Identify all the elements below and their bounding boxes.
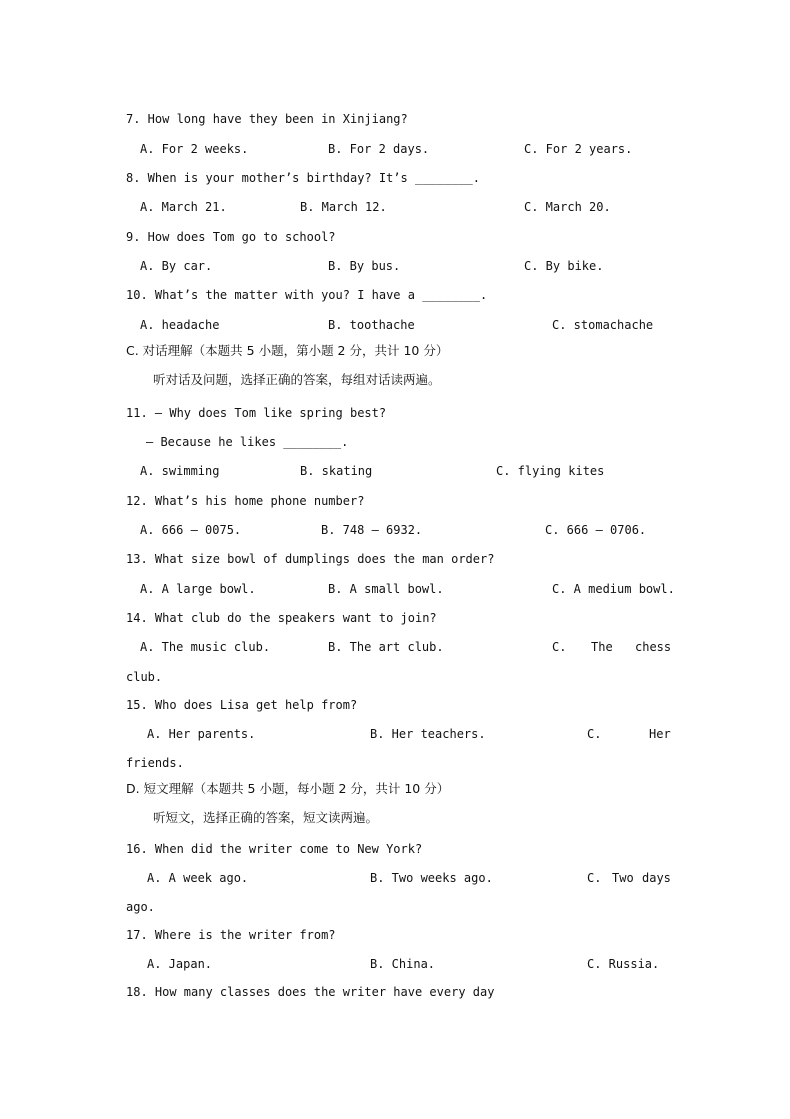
question-16: 16. When did the writer come to New York? — [126, 842, 423, 856]
question-11: 11. — Why does Tom like spring best? — [126, 406, 387, 420]
question-14: 14. What club do the speakers want to join? — [126, 611, 437, 625]
q14-option-b: B. The art club. — [328, 640, 444, 654]
section-d-instruction: 听短文，选择正确的答案，短文读两遍。 — [153, 810, 379, 825]
q15-option-c-word1: Her — [649, 727, 671, 741]
q14-option-a: A. The music club. — [140, 640, 271, 654]
q7-option-a: A. For 2 weeks. — [140, 142, 249, 156]
question-13: 13. What size bowl of dumplings does the man order? — [126, 552, 495, 566]
q14-option-c-letter: C. — [552, 640, 567, 654]
question-8: 8. When is your mother’s birthday? It’s ________. — [126, 171, 481, 185]
q8-option-c: C. March 20. — [524, 200, 611, 214]
q17-option-b: B. China. — [370, 957, 436, 971]
q7-option-b: B. For 2 days. — [328, 142, 430, 156]
q11-option-c: C. flying kites — [496, 464, 605, 478]
q14-option-c-word1: The — [591, 640, 613, 654]
q9-option-c: C. By bike. — [524, 259, 604, 273]
q17-option-c: C. Russia. — [587, 957, 660, 971]
q10-option-b: B. toothache — [328, 318, 415, 332]
q15-option-c-word2: friends. — [126, 756, 184, 770]
question-9: 9. How does Tom go to school? — [126, 230, 336, 244]
q17-option-a: A. Japan. — [147, 957, 213, 971]
q16-option-a: A. A week ago. — [147, 871, 249, 885]
q13-option-c: C. A medium bowl. — [552, 582, 675, 596]
q12-option-a: A. 666 – 0075. — [140, 523, 242, 537]
q9-option-b: B. By bus. — [328, 259, 401, 273]
q16-option-c-word3: ago. — [126, 900, 155, 914]
q15-option-c-letter: C. — [587, 727, 602, 741]
q12-option-c: C. 666 – 0706. — [545, 523, 647, 537]
q14-option-c-word2: chess — [635, 640, 672, 654]
q10-option-c: C. stomachache — [552, 318, 654, 332]
section-c-title: C. 对话理解（本题共 5 小题，第小题 2 分，共计 10 分） — [126, 343, 449, 358]
question-10: 10. What’s the matter with you? I have a ________. — [126, 288, 488, 302]
q16-option-b: B. Two weeks ago. — [370, 871, 493, 885]
q9-option-a: A. By car. — [140, 259, 213, 273]
q16-option-c-word1: Two — [612, 871, 634, 885]
q12-option-b: B. 748 – 6932. — [321, 523, 423, 537]
q11-option-b: B. skating — [300, 464, 373, 478]
question-15: 15. Who does Lisa get help from? — [126, 698, 358, 712]
q15-option-a: A. Her parents. — [147, 727, 256, 741]
q8-option-a: A. March 21. — [140, 200, 227, 214]
q13-option-b: B. A small bowl. — [328, 582, 444, 596]
q7-option-c: C. For 2 years. — [524, 142, 633, 156]
q14-option-c-word3: club. — [126, 670, 163, 684]
q11-option-a: A. swimming — [140, 464, 220, 478]
q8-option-b: B. March 12. — [300, 200, 387, 214]
q16-option-c-word2: days — [642, 871, 671, 885]
section-d-title: D. 短文理解（本题共 5 小题，每小题 2 分，共计 10 分） — [126, 781, 450, 796]
q15-option-b: B. Her teachers. — [370, 727, 486, 741]
question-11-reply: — Because he likes ________. — [146, 435, 349, 449]
q13-option-a: A. A large bowl. — [140, 582, 256, 596]
question-18: 18. How many classes does the writer have every day — [126, 985, 495, 999]
section-c-instruction: 听对话及问题，选择正确的答案，每组对话读两遍。 — [153, 372, 441, 387]
question-7: 7. How long have they been in Xinjiang? — [126, 112, 408, 126]
q10-option-a: A. headache — [140, 318, 220, 332]
q16-option-c-letter: C. — [587, 871, 602, 885]
question-17: 17. Where is the writer from? — [126, 928, 336, 942]
question-12: 12. What’s his home phone number? — [126, 494, 365, 508]
